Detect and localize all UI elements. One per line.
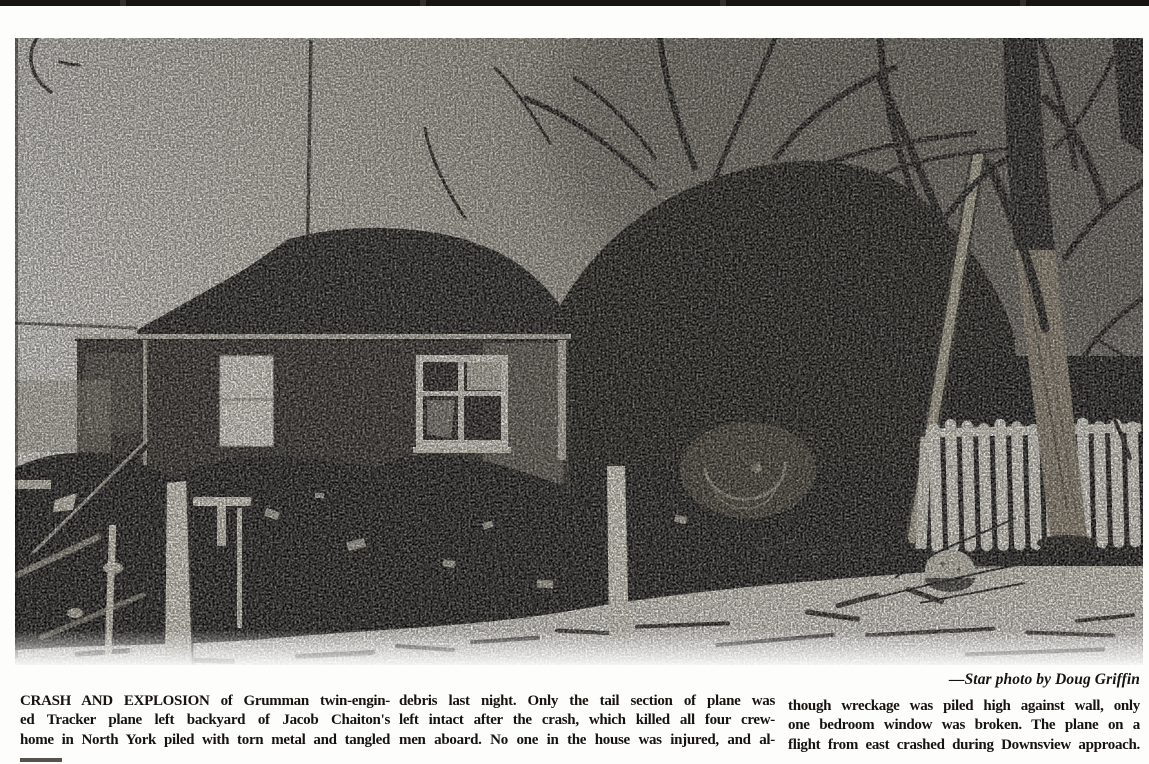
caption-column-3	[788, 697, 1140, 755]
bottom-rule-fragment	[20, 758, 62, 762]
caption-column-1	[20, 692, 390, 750]
caption-line: ed Tracker plane left backyard of Jacob Chaiton's	[20, 712, 390, 729]
caption-line: home in North York piled with torn metal and tangled	[20, 731, 390, 748]
photo-credit: —Star photo by Doug Griffin	[948, 671, 1140, 688]
photo-left-edge	[15, 38, 18, 658]
page-top-rule	[0, 0, 1149, 6]
news-photo	[15, 38, 1143, 665]
caption-line: one bedroom window was broken. The plane on a	[788, 717, 1140, 734]
crash-scene-illustration	[15, 38, 1143, 665]
caption-line: CRASH AND EXPLOSION of Grumman twin-engin-	[20, 693, 390, 709]
photo-bottom-fade	[15, 630, 1143, 665]
caption-line: left intact after the crash, which killed all four crew-	[399, 712, 775, 729]
caption-line: flight from east crashed during Downsview approach.	[788, 736, 1140, 753]
caption-line: men aboard. No one in the house was injured, and al-	[399, 731, 775, 748]
caption-column-2	[399, 692, 775, 750]
caption-line: though wreckage was piled high against wall, only	[788, 698, 1140, 714]
caption-line: debris last night. Only the tail section of plane was	[399, 693, 775, 709]
halftone-grain	[15, 38, 1143, 665]
